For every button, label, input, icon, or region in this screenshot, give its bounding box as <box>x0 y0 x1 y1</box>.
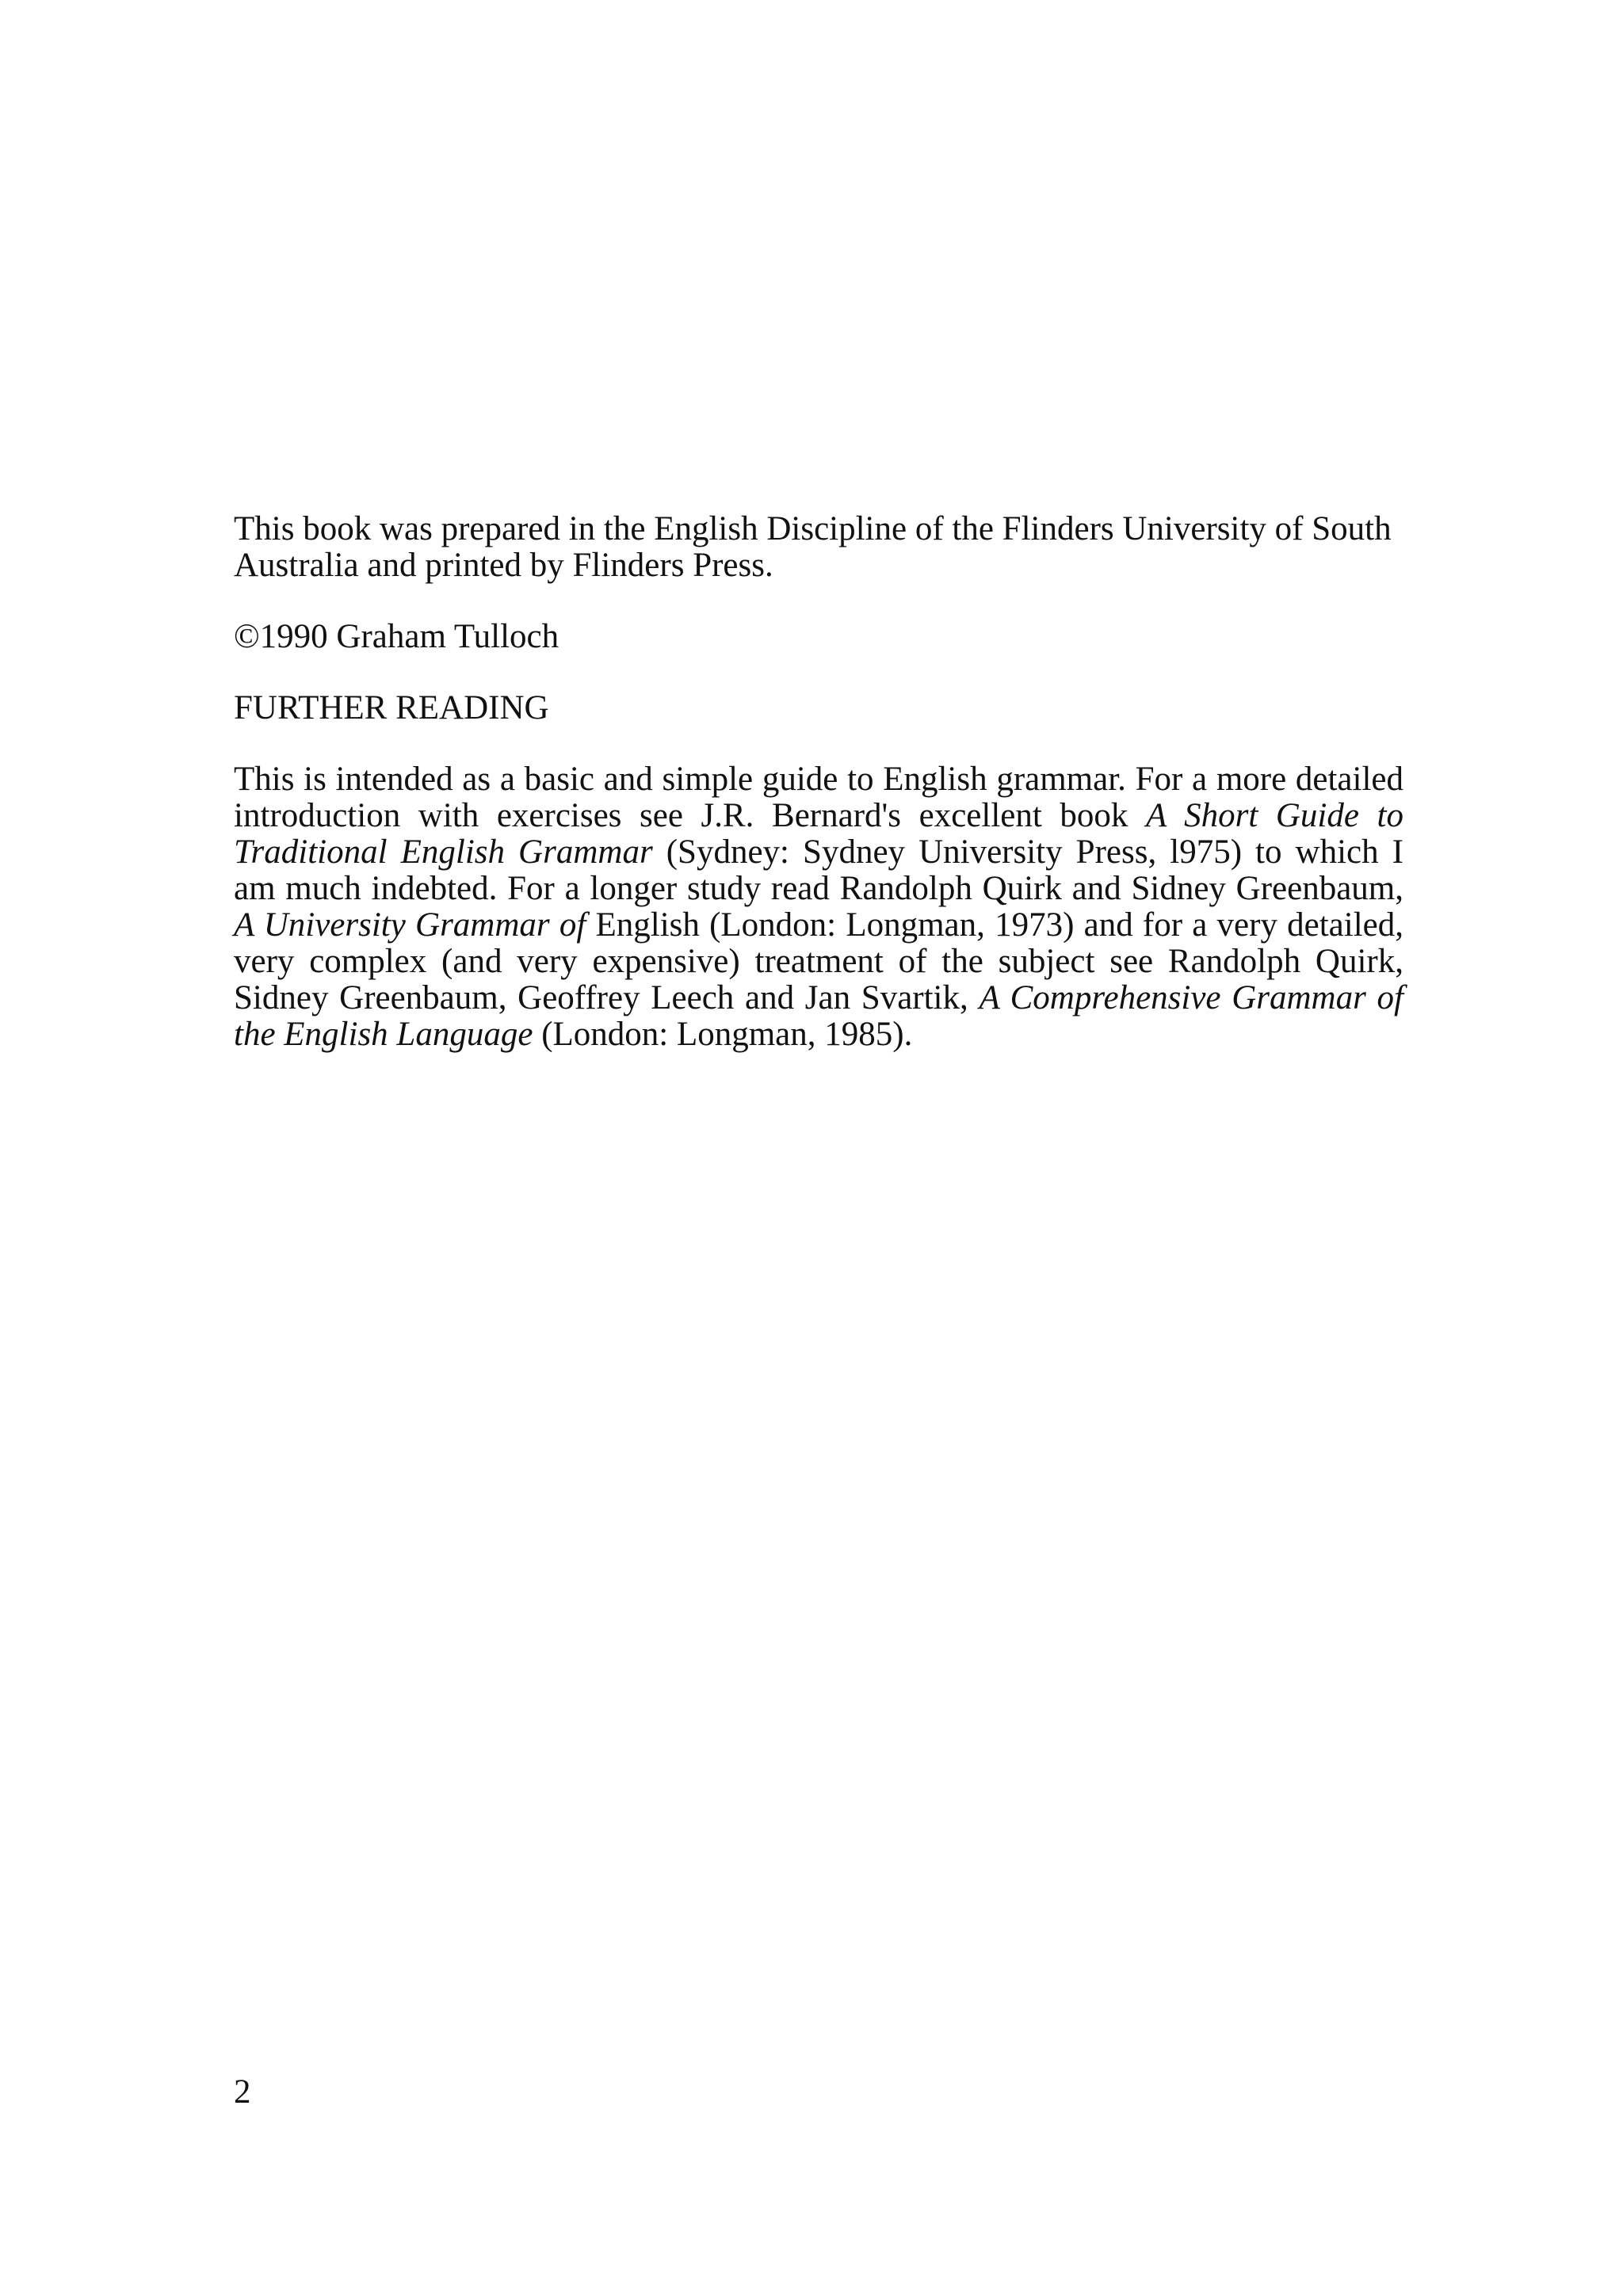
page-content <box>234 511 1403 1053</box>
further-reading-heading: FURTHER READING <box>234 689 549 727</box>
book-title-university-grammar: A University Grammar of <box>234 906 586 944</box>
reading-text-4: (London: Longman, 1985). <box>533 1016 913 1053</box>
reading-text-2: (Sydney: Sydney University Press, l975) to which I am much indebted. For a longer study read Randolph Quirk and Sidney Greenbaum, <box>234 833 1404 907</box>
copyright-line: ©1990 Graham Tulloch <box>234 618 559 655</box>
book-title-short-guide: A Short Guide to Traditional English Grammar <box>234 797 1404 871</box>
page-number: 2 <box>234 2073 251 2111</box>
book-title-comprehensive-grammar: A Comprehensive Grammar of the English Language <box>234 979 1403 1053</box>
further-reading-paragraph <box>234 761 1403 1053</box>
reading-text-1: This is intended as a basic and simple guide to English grammar. For a more detailed introduction with exercises see J.R. Bernard's excellent book <box>234 761 1403 834</box>
reading-text-3: English (London: Longman, 1973) and for a very detailed, very complex (and very expensive) treatment of the subject see Randolph Quirk, Sidney Greenbaum, Geoffrey Leech and Jan Svartik, <box>234 906 1403 1016</box>
imprint-paragraph: This book was prepared in the English Discipline of the Flinders University of South Australia and printed by Flinders Press. <box>234 510 1392 584</box>
